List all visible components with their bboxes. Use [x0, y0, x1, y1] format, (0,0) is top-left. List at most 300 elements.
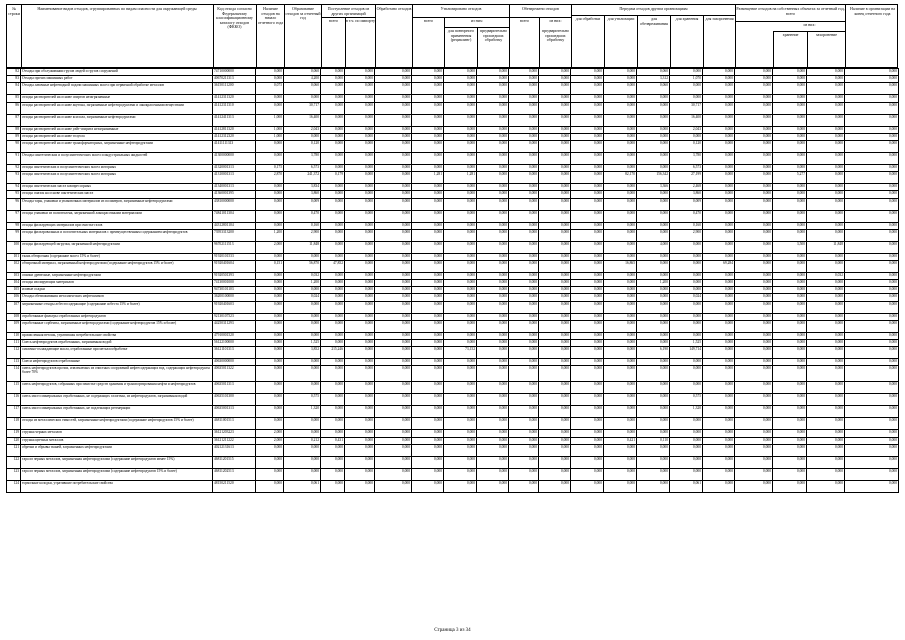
value-cell: 0,000: [477, 83, 509, 95]
value-cell: 0,000: [256, 418, 284, 430]
fkko-code: 91920501393: [213, 272, 256, 279]
value-cell: 2,000: [256, 437, 284, 444]
value-cell: 0,000: [375, 468, 412, 480]
fkko-code: 44250311293: [213, 320, 256, 332]
value-cell: 0,000: [637, 394, 670, 406]
value-cell: 0,000: [444, 229, 477, 241]
value-cell: 0,000: [703, 222, 735, 229]
value-cell: 0,000: [773, 76, 807, 83]
value-cell: 0,000: [670, 382, 703, 394]
fkko-code: 41412311310: [213, 102, 256, 114]
value-cell: 0,000: [256, 480, 284, 492]
value-cell: 0,000: [345, 253, 375, 260]
value-cell: 0,000: [571, 394, 604, 406]
value-cell: 0,000: [773, 272, 807, 279]
value-cell: 0,000: [509, 191, 539, 198]
value-cell: 0,000: [321, 184, 345, 191]
value-cell: 0,000: [321, 241, 345, 253]
value-cell: 0,000: [773, 126, 807, 133]
waste-name: Отходы тары, упаковки и упаковочных материалов из полимеров, загрязненные нефтепродуктами: [21, 198, 213, 210]
value-cell: 0,000: [444, 480, 477, 492]
value-cell: 0,000: [703, 83, 735, 95]
value-cell: 0,000: [604, 301, 637, 313]
table-row: [7, 480, 899, 492]
value-cell: 0,000: [444, 456, 477, 468]
value-cell: 0,000: [807, 287, 845, 294]
value-cell: 0,000: [735, 332, 773, 339]
value-cell: 0,000: [604, 229, 637, 241]
value-cell: 0,000: [284, 366, 321, 382]
value-cell: 0,000: [375, 480, 412, 492]
value-cell: 0,000: [509, 241, 539, 253]
value-cell: 30,717: [284, 102, 321, 114]
value-cell: 0,000: [444, 152, 477, 164]
value-cell: 0,000: [571, 287, 604, 294]
value-cell: 0,000: [807, 172, 845, 184]
value-cell: 2,043: [670, 126, 703, 133]
value-cell: 0,000: [735, 444, 773, 456]
value-cell: 0,000: [256, 272, 284, 279]
value-cell: 0,000: [284, 332, 321, 339]
value-cell: 0,000: [539, 359, 571, 366]
row-number: 108: [7, 313, 21, 320]
value-cell: 0,000: [539, 229, 571, 241]
value-cell: 0,000: [321, 468, 345, 480]
value-cell: 0,000: [703, 191, 735, 198]
value-cell: 0,000: [444, 394, 477, 406]
value-cell: 0,000: [412, 294, 444, 301]
value-cell: 0,000: [375, 184, 412, 191]
row-number: 104: [7, 280, 21, 287]
value-cell: 0,000: [345, 133, 375, 140]
value-cell: 0,000: [845, 133, 899, 140]
value-cell: 0,000: [807, 140, 845, 152]
value-cell: 0,000: [703, 480, 735, 492]
header-placed-bury: захоронение: [815, 33, 838, 37]
value-cell: 0,000: [345, 320, 375, 332]
value-cell: 0,000: [444, 83, 477, 95]
value-cell: 0,000: [773, 191, 807, 198]
value-cell: 0,000: [284, 382, 321, 394]
value-cell: 0,000: [807, 114, 845, 126]
value-cell: 0,000: [412, 191, 444, 198]
value-cell: 0,000: [773, 164, 807, 171]
row-number: 110: [7, 332, 21, 339]
value-cell: 0,000: [509, 294, 539, 301]
value-cell: 0,000: [571, 359, 604, 366]
value-cell: 0,000: [845, 280, 899, 287]
value-cell: 0,000: [845, 229, 899, 241]
value-cell: 0,000: [412, 382, 444, 394]
value-cell: 0,000: [477, 418, 509, 430]
value-cell: 0,000: [412, 140, 444, 152]
value-cell: 0,000: [845, 294, 899, 301]
value-cell: 0,000: [735, 347, 773, 359]
header-transfer-bury: для захоронения: [705, 17, 734, 21]
value-cell: 0,000: [375, 241, 412, 253]
value-cell: 0,000: [345, 272, 375, 279]
value-cell: 0,000: [412, 253, 444, 260]
value-cell: 0,000: [773, 133, 807, 140]
table-row: [7, 210, 899, 222]
value-cell: 0,000: [444, 272, 477, 279]
value-cell: 3,500: [773, 241, 807, 253]
value-cell: 0,000: [703, 406, 735, 418]
value-cell: 0,000: [539, 480, 571, 492]
value-cell: 0,000: [571, 272, 604, 279]
value-cell: 0,000: [571, 332, 604, 339]
value-cell: 0,000: [571, 140, 604, 152]
value-cell: 0,000: [345, 444, 375, 456]
fkko-code: 41412311320: [213, 95, 256, 102]
fkko-code: 91920401603: [213, 301, 256, 313]
value-cell: 0,000: [571, 347, 604, 359]
table-row: [7, 164, 899, 171]
value-cell: 0,000: [703, 430, 735, 437]
value-cell: 149,714: [670, 347, 703, 359]
value-cell: 0,000: [375, 102, 412, 114]
row-number: 98: [7, 222, 21, 229]
waste-name: промасленная ветошь, утратившая потребительские свойства: [21, 332, 213, 339]
value-cell: 0,000: [345, 313, 375, 320]
value-cell: 0,000: [284, 430, 321, 437]
value-cell: 0,000: [256, 394, 284, 406]
waste-name: отходы изолирующих материалов: [21, 280, 213, 287]
value-cell: 0,000: [256, 313, 284, 320]
waste-name: Отходы обезвоживания металлических нефтешламов: [21, 294, 213, 301]
value-cell: 0,000: [477, 164, 509, 171]
value-cell: 0,000: [345, 102, 375, 114]
value-cell: 0,000: [412, 366, 444, 382]
value-cell: 0,000: [539, 253, 571, 260]
table-row: [7, 406, 899, 418]
row-number: 124: [7, 480, 21, 492]
value-cell: 0,000: [637, 114, 670, 126]
value-cell: 0,000: [256, 406, 284, 418]
fkko-code: 40635001313: [213, 406, 256, 418]
value-cell: 0,000: [735, 301, 773, 313]
value-cell: 0,000: [412, 320, 444, 332]
value-cell: 0,000: [509, 332, 539, 339]
value-cell: 0,000: [539, 241, 571, 253]
value-cell: 0,000: [539, 114, 571, 126]
value-cell: 0,000: [703, 210, 735, 222]
value-cell: 0,000: [670, 272, 703, 279]
fkko-code: 41412411313: [213, 114, 256, 126]
fkko-code: 96702111513: [213, 241, 256, 253]
waste-name: отработанные сорбенты, загрязненные нефтепродуктами (содержание нефтепродуктов 15% и более): [21, 320, 213, 332]
value-cell: 0,000: [345, 172, 375, 184]
value-cell: 0,000: [637, 468, 670, 480]
table-row: [7, 301, 899, 313]
value-cell: 0,470: [284, 210, 321, 222]
value-cell: 0,000: [375, 222, 412, 229]
value-cell: 0,000: [375, 260, 412, 272]
value-cell: 0,000: [539, 430, 571, 437]
value-cell: 0,000: [807, 210, 845, 222]
value-cell: 0,000: [604, 468, 637, 480]
value-cell: 0,000: [773, 444, 807, 456]
value-cell: 0,000: [571, 313, 604, 320]
value-cell: 0,000: [571, 191, 604, 198]
value-cell: 0,000: [571, 172, 604, 184]
value-cell: 0,000: [571, 126, 604, 133]
value-cell: 0,000: [845, 340, 899, 347]
value-cell: 3,860: [284, 191, 321, 198]
value-cell: 0,000: [735, 272, 773, 279]
value-cell: 1,525: [670, 340, 703, 347]
row-number: 109: [7, 320, 21, 332]
value-cell: 0,000: [477, 480, 509, 492]
value-cell: 0,000: [703, 287, 735, 294]
value-cell: 0,000: [670, 430, 703, 437]
value-cell: 0,000: [571, 83, 604, 95]
value-cell: 0,000: [773, 287, 807, 294]
value-cell: 0,000: [845, 69, 899, 76]
value-cell: 0,000: [345, 164, 375, 171]
value-cell: 0,000: [321, 229, 345, 241]
table-row: [7, 272, 899, 279]
fkko-code: 56122100000: [213, 340, 256, 347]
value-cell: 4,000: [637, 241, 670, 253]
value-cell: 3,312: [637, 76, 670, 83]
value-cell: 0,000: [703, 313, 735, 320]
value-cell: 0,000: [670, 332, 703, 339]
value-cell: 0,000: [773, 210, 807, 222]
value-cell: 0,000: [321, 198, 345, 210]
value-cell: 0,000: [375, 253, 412, 260]
value-cell: 0,000: [637, 366, 670, 382]
value-cell: 0,000: [412, 210, 444, 222]
value-cell: 0,000: [345, 406, 375, 418]
value-cell: 0,000: [845, 406, 899, 418]
value-cell: 0,000: [703, 444, 735, 456]
value-cell: 2,000: [256, 241, 284, 253]
value-cell: 0,000: [539, 184, 571, 191]
value-cell: 0,000: [637, 164, 670, 171]
value-cell: 6,190: [637, 347, 670, 359]
value-cell: 0,000: [773, 313, 807, 320]
fkko-code: 36121203223: [213, 430, 256, 437]
value-cell: 0,000: [637, 340, 670, 347]
table-row: [7, 287, 899, 294]
value-cell: 0,000: [735, 241, 773, 253]
value-cell: 0,000: [604, 126, 637, 133]
value-cell: 0,000: [703, 366, 735, 382]
waste-name: смесь масел минеральных отработанных, не содержащих галогены, из нефтепродуктов, загрязненная водой: [21, 394, 213, 406]
value-cell: 0,000: [845, 184, 899, 191]
table-row: [7, 102, 899, 114]
value-cell: 0,000: [571, 294, 604, 301]
waste-name: Смесь нефтепродуктов отработанных, загрязненная водой: [21, 340, 213, 347]
value-cell: 3,366: [637, 184, 670, 191]
value-cell: 0,000: [571, 133, 604, 140]
header-utilized-prep: предварительно прошедших обработку: [479, 29, 508, 43]
fkko-code: 74710000000: [213, 69, 256, 76]
value-cell: 0,000: [444, 437, 477, 444]
value-cell: 69,284: [703, 260, 735, 272]
value-cell: 0,110: [637, 437, 670, 444]
value-cell: 0,000: [735, 152, 773, 164]
waste-name: отходы растворителей на основе уайт-спирита незагрязненные: [21, 126, 213, 133]
value-cell: 0,000: [807, 444, 845, 456]
value-cell: 0,000: [477, 313, 509, 320]
value-cell: 0,000: [604, 222, 637, 229]
value-cell: 0,000: [509, 406, 539, 418]
value-cell: 0,000: [735, 76, 773, 83]
value-cell: 0,000: [735, 437, 773, 444]
value-cell: 0,000: [444, 114, 477, 126]
value-cell: 0,000: [256, 347, 284, 359]
value-cell: 0,000: [375, 359, 412, 366]
value-cell: 0,000: [604, 140, 637, 152]
value-cell: 0,000: [735, 480, 773, 492]
value-cell: 0,000: [703, 301, 735, 313]
value-cell: 0,000: [703, 418, 735, 430]
value-cell: 0,000: [321, 301, 345, 313]
value-cell: 0,000: [539, 406, 571, 418]
fkko-code: 41412811320: [213, 126, 256, 133]
value-cell: 0,000: [845, 102, 899, 114]
value-cell: 0,000: [444, 184, 477, 191]
value-cell: 0,000: [444, 280, 477, 287]
value-cell: 0,000: [807, 260, 845, 272]
row-number: 103: [7, 272, 21, 279]
value-cell: 0,000: [670, 83, 703, 95]
value-cell: 0,000: [345, 456, 375, 468]
value-cell: 0,000: [345, 222, 375, 229]
waste-name: смазочно-охлаждающие масла, отработанные при металлообработке: [21, 347, 213, 359]
value-cell: 0,000: [345, 184, 375, 191]
value-cell: 0,000: [539, 133, 571, 140]
value-cell: 0,000: [477, 359, 509, 366]
value-cell: 0,000: [509, 418, 539, 430]
row-number: 122: [7, 456, 21, 468]
value-cell: 0,000: [509, 313, 539, 320]
value-cell: 0,000: [256, 191, 284, 198]
value-cell: 0,000: [773, 102, 807, 114]
value-cell: 0,000: [735, 340, 773, 347]
value-cell: 0,000: [477, 340, 509, 347]
value-cell: 0,000: [735, 83, 773, 95]
row-number: 92: [7, 164, 21, 171]
value-cell: 0,431: [321, 437, 345, 444]
table-row: [7, 382, 899, 394]
value-cell: 0,000: [321, 210, 345, 222]
value-cell: 0,000: [477, 260, 509, 272]
row-number: 88: [7, 126, 21, 133]
value-cell: 0,000: [256, 184, 284, 191]
waste-name: стружка цветных металлов: [21, 437, 213, 444]
value-cell: 0,000: [539, 198, 571, 210]
value-cell: 0,000: [703, 280, 735, 287]
value-cell: 0,000: [670, 456, 703, 468]
value-cell: 0,000: [735, 382, 773, 394]
value-cell: 0,000: [703, 152, 735, 164]
value-cell: 0,024: [670, 294, 703, 301]
value-cell: 0,000: [773, 406, 807, 418]
fkko-code: 46811201515: [213, 456, 256, 468]
value-cell: 0,000: [412, 301, 444, 313]
table-row: [7, 456, 899, 468]
value-cell: 0,000: [807, 394, 845, 406]
value-cell: 0,000: [321, 287, 345, 294]
value-cell: 0,000: [412, 468, 444, 480]
value-cell: 0,000: [284, 359, 321, 366]
value-cell: 0,000: [807, 366, 845, 382]
value-cell: 0,000: [571, 152, 604, 164]
value-cell: 0,000: [444, 69, 477, 76]
value-cell: 0,000: [539, 126, 571, 133]
value-cell: 0,000: [444, 313, 477, 320]
value-cell: 0,000: [703, 394, 735, 406]
waste-name: отходы растворителей на основе спиртов незагрязненные: [21, 95, 213, 102]
value-cell: 0,000: [375, 126, 412, 133]
value-cell: 0,000: [412, 222, 444, 229]
value-cell: 0,000: [412, 418, 444, 430]
row-number: 119: [7, 430, 21, 437]
value-cell: 0,000: [735, 114, 773, 126]
value-cell: 0,000: [477, 69, 509, 76]
value-cell: 0,000: [773, 152, 807, 164]
value-cell: 0,000: [412, 76, 444, 83]
row-number: 120: [7, 437, 21, 444]
value-cell: 0,000: [604, 313, 637, 320]
value-cell: 0,000: [604, 332, 637, 339]
value-cell: 0,000: [321, 480, 345, 492]
value-cell: 0,000: [539, 301, 571, 313]
header-utilized-incl: из них:: [470, 19, 484, 23]
value-cell: 0,000: [571, 69, 604, 76]
waste-name: отходы синтетических масел компрессорных: [21, 184, 213, 191]
fkko-code: 46811202513: [213, 468, 256, 480]
value-cell: 0,000: [412, 272, 444, 279]
value-cell: 0,000: [412, 102, 444, 114]
value-cell: 0,000: [845, 253, 899, 260]
header-received-all: всего: [328, 19, 338, 23]
value-cell: 0,000: [444, 418, 477, 430]
value-cell: 0,000: [637, 313, 670, 320]
value-cell: 0,000: [284, 456, 321, 468]
table-row: [7, 76, 899, 83]
value-cell: 0,175: [256, 164, 284, 171]
value-cell: 0,000: [735, 140, 773, 152]
value-cell: 0,000: [604, 210, 637, 222]
value-cell: 0,000: [637, 444, 670, 456]
value-cell: 0,000: [845, 366, 899, 382]
value-cell: 0,120: [670, 140, 703, 152]
value-cell: 0,000: [375, 272, 412, 279]
value-cell: 0,000: [444, 340, 477, 347]
value-cell: 0,000: [773, 359, 807, 366]
value-cell: 0,000: [703, 76, 735, 83]
value-cell: 0,000: [735, 366, 773, 382]
value-cell: 0,000: [735, 126, 773, 133]
waste-name: обрезки и обрывы тканей, загрязненных нефтепродуктами: [21, 444, 213, 456]
value-cell: 0,000: [256, 444, 284, 456]
waste-name: загрязненные отходы асбестосодержащие (содержание асбеста 15% и более): [21, 301, 213, 313]
value-cell: 0,000: [509, 340, 539, 347]
waste-name: опилки древесные, загрязненные нефтепродуктами: [21, 272, 213, 279]
value-cell: 0,000: [444, 406, 477, 418]
value-cell: 0,000: [637, 382, 670, 394]
waste-name: смесь масел минеральных отработанных, не подлежащих регенерации: [21, 406, 213, 418]
value-cell: 0,000: [477, 253, 509, 260]
value-cell: 0,000: [571, 456, 604, 468]
value-cell: 0,000: [345, 95, 375, 102]
value-cell: 1,000: [256, 114, 284, 126]
value-cell: 0,000: [444, 294, 477, 301]
